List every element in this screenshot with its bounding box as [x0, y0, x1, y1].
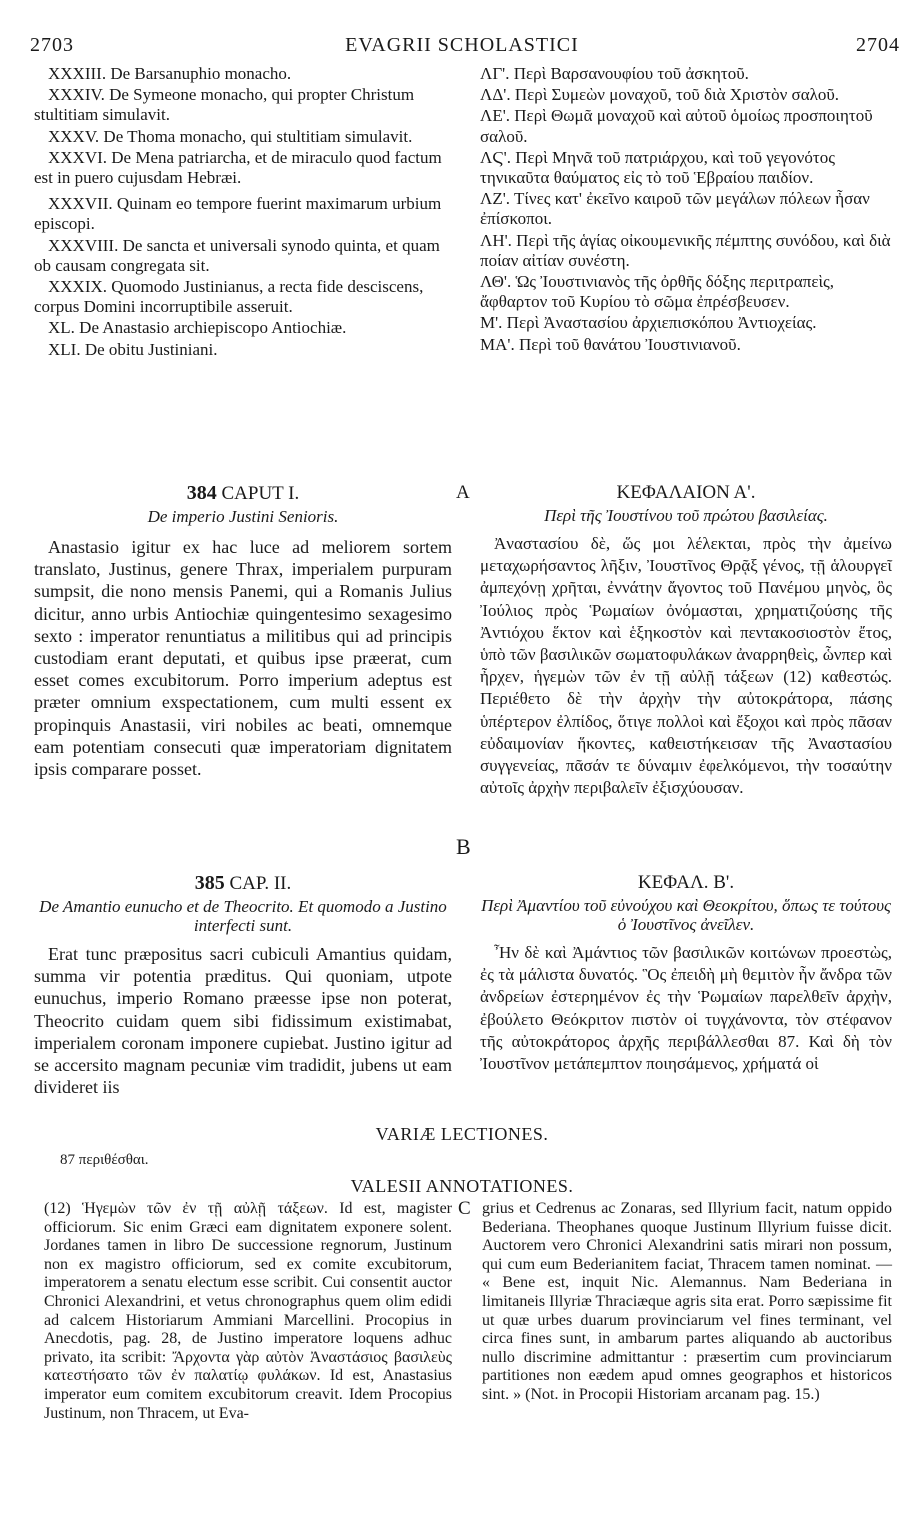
chapter-1-greek-heading: ΚΕΦΑΛΑΙΟΝ Α'. [616, 482, 756, 503]
chapter-1-heading [34, 482, 452, 505]
chapter-1-greek-text: Ἀναστασίου δὲ, ὥς μοι λέλεκται, πρὸς τὴν ἀμείνω μεταχωρήσαντος λῆξιν, Ἰουστῖνος Θρᾷξ γένος, τῇ ἁλουργεῖ ἀμπεχόνῃ χρῆται, ἐννάτην ἄγοντος τοῦ Πανέμου μηνὸς, ὃς Ἰούλιος πρὸς Ῥωμαίων ὀνόμασται, χρηματιζούσης τῆς Ἀντιόχου ἕκτον καὶ ἑξηκοστὸν καὶ πεντακοσιοστὸν ἔτος, ὑπὸ τῶν βασιλικῶν σωματοφυλάκων ἀναρρηθεὶς, ὧνπερ καὶ ἦρχεν, ἡγεμὼν τῶν ἐν τῇ αὐλῇ τάξεων (12) καθεστώς. Περιέθετο δὲ τὴν ἀρχὴν τὴν αὐτοκράτορα, πάσης ὑπέρτερον ἐλπίδος, ὅτιγε πολλοὶ καὶ ἔξοχοι καὶ πρὸς πᾶσαν εὐδαιμονίαν ἥκοντες, καθειστήκεισαν τῆς Ἀναστασίου συγγενείας, πᾶσάν τε δύναμιν ἐφελκόμενοι, τὴν τοσαύτην αὐτοῖς ἀρχὴν περιβαλεῖν ἐξισχύουσαν. [480, 534, 892, 798]
annotation-left-column: (12) Ἡγεμὼν τῶν ἐν τῇ αὐλῇ τάξεων. Id est, magister officiorum. Sic enim Græci eam dignitatem exponere solent. Jordanes tamen in libro De successione regnorum, Justinum non ex magistro officiorum, sed ex comite excubitorum, imperatorem a senatu electum esse scribit. Cui consentit auctor Chronici Alexandrini, et vetus chronographus quem olim edidi ad calcem Historiarum Ammiani Marcellini. Procopius in Anecdotis, pag. 28, de Justino imperatore loquens adhuc privato, ita scribit: Ἄρχοντα γὰρ αὐτὸν Ἀναστάσιος βασιλεὺς κατεστήσατο τῶν ἐν παλατίῳ φυλάκων. Id est, Anastasius imperator eum comitem excubitorum creavit. Idem Procopius Justinum, non Thracem, ut Eva- [44, 1200, 452, 1422]
toc-greek-entry: ΛΕ'. Περὶ Θωμᾶ μοναχοῦ καὶ αὐτοῦ ὁμοίως προσποιητοῦ σαλοῦ. [480, 106, 873, 146]
toc-greek-entry: ΛΖ'. Τίνες κατ' ἐκεῖνο καιροῦ τῶν μεγάλων πόλεων ἦσαν ἐπίσκοποι. [480, 189, 870, 229]
chapter-1-greek-subtitle: Περὶ τῆς Ἰουστίνου τοῦ πρώτου βασιλείας. [544, 506, 828, 525]
chapter-2-greek-heading: ΚΕΦΑΛ. Β'. [637, 872, 735, 893]
chapter-1-label: CAPUT I. [221, 483, 300, 504]
valesii-annotationes-title: VALESII ANNOTATIONES. [350, 1176, 574, 1196]
chapter-2-label: CAP. II. [229, 873, 292, 894]
toc-greek-entry: ΛΘ'. Ὡς Ἰουστινιανὸς τῆς ὀρθῆς δόξης περιτραπεὶς, ἄφθαρτον τοῦ Κυρίου τὸ σῶμα ἐπρέσβευσεν. [480, 272, 835, 312]
toc-greek-entry: ΛΓ'. Περὶ Βαρσανουφίου τοῦ ἀσκητοῦ. [480, 64, 749, 83]
chapter-2-number: 385 [194, 872, 225, 894]
running-title: EVAGRII SCHOLASTICI [345, 34, 579, 56]
chapter-2-latin [34, 872, 452, 1098]
toc-latin-entry: XXXVI. De Mena patriarcha, et de miraculo quod factum est in puero cujusdam Hebræi. [34, 147, 442, 188]
toc-greek-entry: ΜΑ'. Περὶ τοῦ θανάτου Ἰουστινιανοῦ. [480, 334, 741, 354]
toc-greek-entry: ΛΔ'. Περὶ Συμεὼν μοναχοῦ, τοῦ διὰ Χριστὸν σαλοῦ. [480, 85, 840, 105]
chapter-1-greek [480, 482, 892, 799]
toc-latin-entry: XXXIII. De Barsanuphio monacho. [48, 64, 292, 83]
toc-greek [480, 64, 892, 356]
chapter-1-text: Anastasio igitur ex hac luce ad meliorem sortem translato, Justinus, genere Thrax, imperialem purpuram sumpsit, die nono mensis Panemi, qui a Romanis Julius dicitur, anno urbis Antiochiæ quingentesimo sexagesimo sexto : imperator renuntiatus a militibus qui ad principis custodiam erant deputati, et quibus ipse præerat, cum esset comes excubitorum. Porro imperium adeptus est præter omnium exspectationem, cum multi essent ex propinquis Anastasii, viri nobiles ac beati, omnemque eam potentiam consecuti quæ imperatoriam dignitatem ipsis comparare posset. [34, 537, 452, 780]
toc-latin-entry: XXXVIII. De sancta et universali synodo quinta, et quam ob causam congregata sit. [34, 235, 440, 275]
right-page-number: 2704 [856, 34, 900, 56]
chapter-1-number: 384 [186, 482, 217, 504]
toc-greek-entry: ΛϚ'. Περὶ Μηνᾶ τοῦ πατριάρχου, καὶ τοῦ γεγονότος τηνικαῦτα θαύματος εἰς τὸ τοῦ Ἑβραίου παιδίον. [480, 147, 835, 188]
chapter-2-greek-text: Ἦν δὲ καὶ Ἀμάντιος τῶν βασιλικῶν κοιτώνων προεστὼς, ἐς τὰ μάλιστα δυνατός. Ὃς ἐπειδὴ μὴ θεμιτὸν ἦν ἄνδρα τῶν ἀνδρείων ἐστερημένον ἐς τὴν Ῥωμαίων παρελθεῖν ἀρχὴν, ἐβούλετο Θεόκριτον πιστὸν οἱ τυγχάνοντα, τὸν στέφανον τῆς αὐτοκράτορος ἀρχῆς περιβάλλεσθαι 87. Καὶ δὴ τὸν Ἰουστῖνον μετάπεμπτον ποιησάμενος, χρήματά οἱ [480, 943, 892, 1074]
chapter-2-text: Erat tunc præpositus sacri cubiculi Amantius quidam, summa vir potentia præditus. Qui quoniam, utpote eunuchus, imperio Romano præesse ipse non poterat, Theocrito cuidam quem sibi fidissimum existimabat, imperialem coronam imponere cupiebat. Justino igitur ad se accersito magnam pecuniæ vim tradidit, jubens ut eam divideret iis [34, 944, 452, 1098]
toc-latin-entry: XL. De Anastasio archiepiscopo Antiochiæ. [48, 318, 347, 338]
variae-lectiones-title: VARIÆ LECTIONES. [375, 1124, 549, 1144]
left-page-number: 2703 [30, 34, 74, 56]
toc-latin-entry: XXXV. De Thoma monacho, qui stultitiam simulavit. [48, 126, 413, 146]
chapter-2-subtitle: De Amantio eunucho et de Theocrito. Et quomodo a Justino interfecti sunt. [39, 897, 447, 935]
toc-latin [34, 64, 452, 361]
toc-latin-entry: XXXIX. Quomodo Justinianus, a recta fide desciscens, corpus Domini incorruptibile asseruit. [34, 277, 424, 317]
toc-latin-entry: XXXVII. Quinam eo tempore fuerint maximarum urbium episcopi. [34, 194, 442, 234]
annotation-right-column: grius et Cedrenus ac Zonaras, sed Illyrium facit, natum oppido Bederiana. Theophanes quoque Justinum Illyrium fuisse dicit. Auctorem vero Chronici Alexandrini satis mirari non possum, qui cum eum Bederianitem faciat, Thracem tamen nominat. — « Bene est, inquit Nic. Alemannus. Nam Bederiana in limitaneis Illyriæ Thraciæque agris sita erat. Porro sæpissime fit ut quæ urbes duarum provinciarum vel fines terminant, vel circa fines sunt, in ambarum partes aliquando ab auctoribus nullo discrimine admittantur : præsertim cum provinciarum partitiones non eædem apud omnes geographos et historicos sint. » (Not. in Procopii Historiam arcanam pag. 15.) [482, 1200, 892, 1403]
toc-latin-entry: XXXIV. De Symeone monacho, qui propter Christum stultitiam simulavit. [34, 85, 415, 125]
margin-letter-b: B [456, 834, 471, 859]
chapter-2-greek-subtitle: Περὶ Ἀμαντίου τοῦ εὐνούχου καὶ Θεοκρίτου, ὅπως τε τούτους ὁ Ἰουστῖνος ἀνεῖλεν. [481, 896, 891, 934]
margin-letter-c: C [458, 1198, 471, 1219]
toc-greek-entry: ΛΗ'. Περὶ τῆς ἁγίας οἰκουμενικῆς πέμπτης συνόδου, καὶ διὰ ποίαν αἰτίαν συνέστη. [480, 230, 891, 270]
margin-letter-a: A [456, 482, 470, 503]
toc-greek-entry: Μ'. Περὶ Ἀναστασίου ἀρχιεπισκόπου Ἀντιοχείας. [480, 313, 817, 333]
chapter-2-greek [480, 872, 892, 1075]
toc-latin-entry: XLI. De obitu Justiniani. [48, 339, 218, 359]
chapter-1-latin [34, 482, 452, 780]
chapter-1-subtitle: De imperio Justini Senioris. [147, 507, 339, 526]
chapter-2-heading [34, 872, 452, 895]
variant-reading-87: 87 περιθέσθαι. [60, 1152, 149, 1168]
